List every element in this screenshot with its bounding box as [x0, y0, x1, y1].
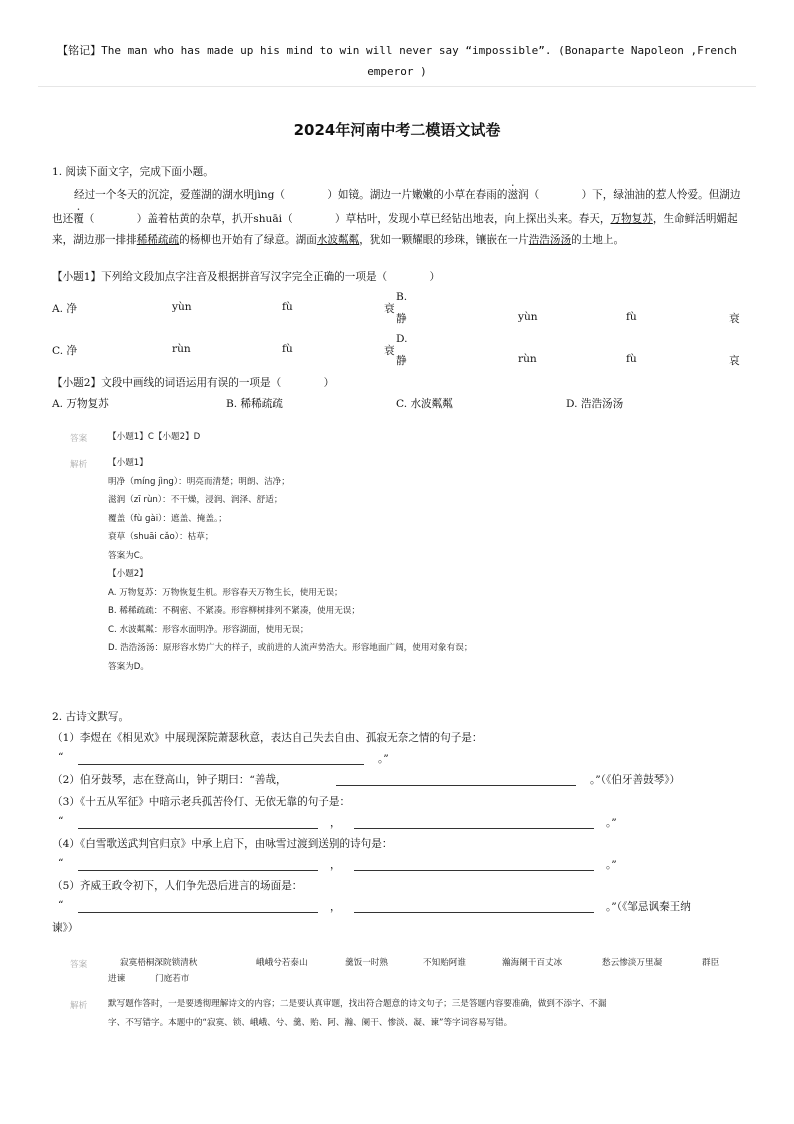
option-a-char: 衰: [384, 303, 395, 315]
option-c-pinyin-2: fù: [282, 343, 293, 355]
answer-blank[interactable]: [354, 870, 594, 871]
page-title: 2024年河南中考二模语文试卷: [293, 121, 501, 139]
answer-item: 不知贻阿谁: [423, 958, 466, 968]
q2-item-1: （1）李煜在《相见欢》中展现深院萧瑟秋意，表达自己失去自由、孤寂无奈之情的句子是：: [52, 732, 483, 744]
answer-item: 寂寞梧桐深院锁清秋: [120, 958, 198, 968]
analysis-label: 解析: [70, 460, 88, 470]
option-d-pinyin-1: rùn: [518, 353, 537, 365]
motto: 【铭记】The man who has made up his mind to win will never say “impossible”. (Bonaparte Napoleon ,French emperor ): [57, 44, 737, 78]
question-2-stem: 2. 古诗文默写。: [52, 711, 130, 723]
header-divider: [38, 86, 756, 87]
open-quote: “: [58, 815, 64, 827]
close-quote: 。”: [378, 753, 389, 765]
answer-blank[interactable]: [78, 764, 364, 765]
answer-blank[interactable]: [78, 870, 318, 871]
dotted-char: 覆: [73, 212, 84, 225]
sub-question-1: 【小题1】下列给文段加点字注音及根据拼音写汉字完全正确的一项是（ ）: [52, 271, 441, 283]
answer-label: 答案: [70, 960, 88, 970]
answer-item: 群臣: [702, 958, 720, 968]
option-2-c[interactable]: C. 水波粼粼: [396, 398, 453, 410]
comma: ，: [330, 817, 341, 829]
option-a[interactable]: A. 净: [52, 303, 77, 315]
q2-item-2: （2）伯牙鼓琴，志在登高山，钟子期曰：“善哉，: [52, 774, 287, 786]
option-d-pinyin-2: fù: [626, 353, 637, 365]
option-b-pinyin-1: yùn: [518, 311, 538, 323]
option-a-pinyin-1: yùn: [172, 301, 192, 313]
answer-item: 愁云惨淡万里凝: [602, 958, 663, 968]
answer-item: 瀚海阑干百丈冰: [502, 958, 563, 968]
answer-item: 羹饭一时熟: [345, 958, 388, 968]
comma: ，: [330, 859, 341, 871]
option-d-letter[interactable]: D.: [396, 333, 408, 345]
underlined-phrase: 稀稀疏疏: [136, 234, 180, 246]
answer-text: 【小题1】C【小题2】D: [108, 432, 201, 442]
option-a-pinyin-2: fù: [282, 301, 293, 313]
answer-item: 门庭若市: [155, 974, 190, 984]
underlined-phrase: 浩浩汤汤: [528, 234, 572, 246]
option-c-pinyin-1: rùn: [172, 343, 191, 355]
option-b-char: 衰: [729, 313, 740, 325]
source-note: 。”（《伯牙善鼓琴》）: [590, 774, 681, 786]
answer-blank[interactable]: [354, 828, 594, 829]
open-quote: “: [58, 899, 64, 911]
underlined-phrase: 万物复苏: [610, 212, 653, 225]
answer-blank[interactable]: [78, 912, 318, 913]
close-quote: 。”（《邹忌讽秦王纳: [606, 901, 691, 913]
question-1-stem: 1. 阅读下面文字，完成下面小题。: [52, 166, 214, 178]
analysis-block: 【小题1】 明净（míng jìng）：明亮而清楚；明朗、洁净； 滋润（zī rùn）：不干燥，浸润、润泽、舒适； 覆盖（fù gài）：遮盖、掩盖。； 衰草（shuāi cǎo）：枯草； 答案为C。 【小题2】 A. 万物复苏：万物恢复生机。形容春天万物生长，使用无误； B. 稀稀疏疏：不稠密、不紧凑。形容柳树排列不紧凑，使用无误； C. 水波粼粼：形容水面明净。形容湖面，使用无误； D. 浩浩汤汤：原形容水势广大的样子，或前进的人流声势浩大。形容地面广阔，使用对象有误； 答案为D。: [108, 458, 473, 672]
open-quote: “: [58, 857, 64, 869]
close-quote: 。”: [606, 817, 617, 829]
underlined-phrase: 水波粼粼: [316, 234, 360, 246]
answer-label: 答案: [70, 434, 88, 444]
option-2-a[interactable]: A. 万物复苏: [52, 398, 109, 410]
option-c[interactable]: C. 净: [52, 345, 78, 357]
sub-question-2: 【小题2】文段中画线的词语运用有误的一项是（ ）: [52, 377, 335, 389]
answer-blank[interactable]: [354, 912, 594, 913]
analysis-label: 解析: [70, 1001, 88, 1011]
question-1-passage: 经过一个冬天的沉淀，爱莲湖的湖水明jìng（ ）如镜。湖边一片嫩嫩的小草在春雨的滋润（ ）下，绿油油的惹人怜爱。但湖边也还覆（ ）盖着枯黄的杂草，扒开shuāi（ ）草枯叶，发现小草已经钻出地表，向上探出头来。春天，万物复苏，生命鲜活明媚起来，湖边那一排排稀稀疏疏的杨柳也开始有了绿意。湖面水波粼粼，犹如一颗耀眼的珍珠，镶嵌在一片浩浩汤汤的土地上。: [52, 189, 741, 246]
answer-blank[interactable]: [78, 828, 318, 829]
answer-blank[interactable]: [336, 785, 576, 786]
open-quote: “: [58, 751, 64, 763]
option-d-char: 哀: [729, 355, 740, 367]
dotted-char: 滋: [507, 189, 519, 201]
analysis-block: 默写题作答时，一是要透彻理解诗文的内容；二是要认真审题，找出符合题意的诗文句子；三是答题内容要准确，做到不添字、不漏 字、不写错字。本题中的“寂寞、锁、峨峨、兮、羹、贻、阿、瀚、阑干、惨淡、凝、谏”等字词容易写错。: [108, 999, 607, 1028]
option-b-pinyin-2: fù: [626, 311, 637, 323]
close-quote: 。”: [606, 859, 617, 871]
option-2-b[interactable]: B. 稀稀疏疏: [226, 398, 283, 410]
comma: ，: [330, 901, 341, 913]
answer-item: 进谏: [108, 974, 126, 984]
option-c-char: 衰: [384, 345, 395, 357]
q2-item-3: （3）《十五从军征》中暗示老兵孤苦伶仃、无依无靠的句子是：: [52, 796, 351, 808]
option-2-d[interactable]: D. 浩浩汤汤: [566, 398, 624, 410]
option-d[interactable]: 静: [396, 355, 407, 367]
q2-item-4: （4）《白雪歌送武判官归京》中承上启下，由咏雪过渡到送别的诗句是：: [52, 838, 393, 850]
q2-item-5: （5）齐威王政令初下，人们争先恐后进言的场面是：: [52, 880, 303, 892]
answer-item: 峨峨兮若泰山: [256, 958, 308, 968]
option-b-letter[interactable]: B.: [396, 291, 408, 303]
option-b[interactable]: 静: [396, 313, 407, 325]
source-note-tail: 谏》）: [52, 922, 79, 934]
